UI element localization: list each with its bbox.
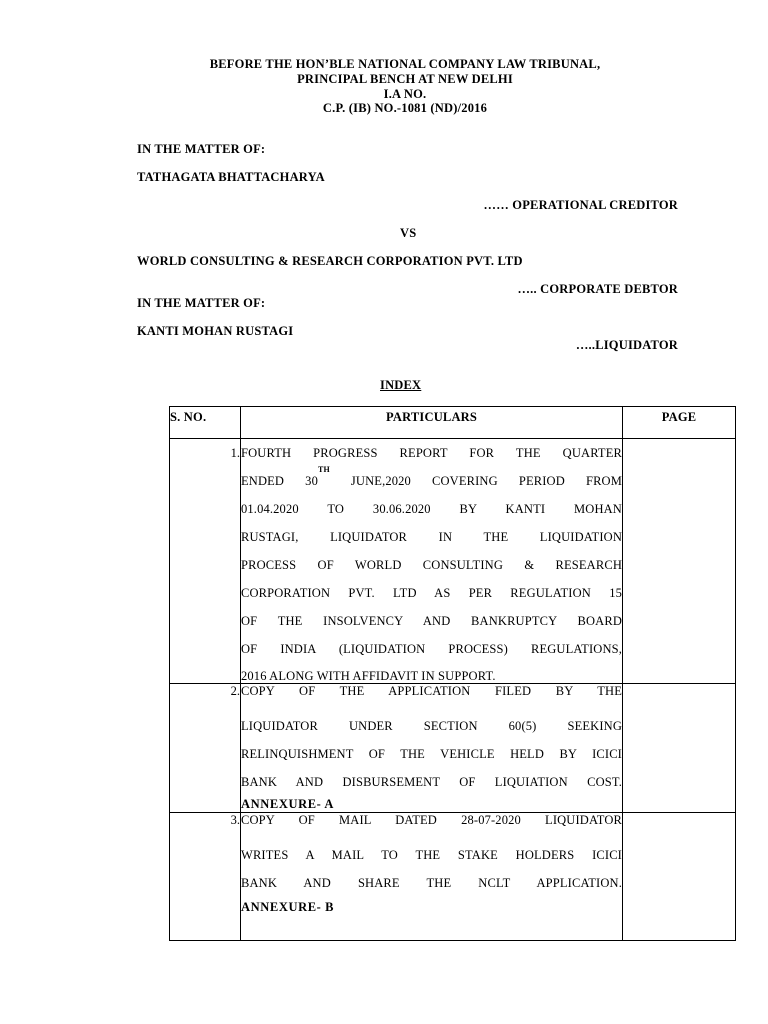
liquidator-name: KANTI MOHAN RUSTAGI: [137, 324, 294, 338]
case-number: C.P. (IB) NO.-1081 (ND)/2016: [322, 101, 488, 115]
application-number: I.A NO.: [383, 87, 427, 101]
row-particulars: [241, 813, 623, 941]
particulars-text: ENDED 30: [241, 474, 318, 488]
row-serial-number: 3.: [170, 813, 241, 941]
particulars-line: 01.04.2020 TO 30.06.2020 BY KANTI MOHAN: [241, 502, 622, 516]
row-particulars: [241, 684, 623, 813]
table-row: [170, 439, 736, 684]
applicant-name: TATHAGATA BHATTACHARYA: [137, 170, 325, 184]
particulars-line: PROCESS OF WORLD CONSULTING & RESEARCH: [241, 558, 622, 572]
row-particulars: [241, 439, 623, 684]
respondent-name: WORLD CONSULTING & RESEARCH CORPORATION PVT. LTD: [137, 254, 523, 268]
respondent-role: ….. CORPORATE DEBTOR: [517, 282, 678, 296]
column-header-sno: S. NO.: [170, 407, 241, 439]
annexure-label: ANNEXURE- A: [241, 797, 335, 811]
applicant-role: …… OPERATIONAL CREDITOR: [483, 198, 678, 212]
row-serial-number: 2.: [170, 684, 241, 813]
court-heading-line1: BEFORE THE HON’BLE NATIONAL COMPANY LAW TRIBUNAL,: [209, 57, 601, 71]
particulars-line: LIQUIDATOR UNDER SECTION 60(5) SEEKING: [241, 719, 622, 733]
particulars-line: BANK AND SHARE THE NCLT APPLICATION.: [241, 876, 622, 890]
column-header-page: PAGE: [623, 407, 736, 439]
particulars-line: BANK AND DISBURSEMENT OF LIQUIATION COST.: [241, 775, 622, 789]
superscript-th: TH: [317, 465, 330, 474]
row-page: [623, 439, 736, 684]
matter-label-2: IN THE MATTER OF:: [137, 296, 266, 310]
table-row: [170, 813, 736, 941]
row-page: [623, 684, 736, 813]
versus-label: VS: [400, 226, 417, 240]
annexure-label: ANNEXURE- B: [241, 900, 335, 914]
particulars-line: [241, 467, 622, 495]
table-row: [170, 684, 736, 813]
row-page: [623, 813, 736, 941]
particulars-line: RELINQUISHMENT OF THE VEHICLE HELD BY ICICI: [241, 747, 622, 761]
particulars-line: WRITES A MAIL TO THE STAKE HOLDERS ICICI: [241, 848, 622, 862]
liquidator-role: …..LIQUIDATOR: [575, 338, 678, 352]
index-header-row: [170, 407, 736, 439]
particulars-line: COPY OF MAIL DATED 28-07-2020 LIQUIDATOR: [241, 813, 622, 827]
row-serial-number: 1.: [170, 439, 241, 684]
particulars-line: OF INDIA (LIQUIDATION PROCESS) REGULATIONS,: [241, 642, 622, 656]
particulars-text: JUNE,2020 COVERING PERIOD FROM: [329, 474, 623, 488]
column-header-particulars: PARTICULARS: [241, 407, 623, 439]
index-table: [169, 406, 736, 941]
particulars-line: OF THE INSOLVENCY AND BANKRUPTCY BOARD: [241, 614, 622, 628]
particulars-line: RUSTAGI, LIQUIDATOR IN THE LIQUIDATION: [241, 530, 622, 544]
particulars-line: COPY OF THE APPLICATION FILED BY THE: [241, 684, 622, 698]
particulars-line: FOURTH PROGRESS REPORT FOR THE QUARTER: [241, 446, 622, 460]
index-title: INDEX: [380, 378, 422, 392]
matter-label-1: IN THE MATTER OF:: [137, 142, 266, 156]
particulars-line: CORPORATION PVT. LTD AS PER REGULATION 15: [241, 586, 622, 600]
court-heading-line2: PRINCIPAL BENCH AT NEW DELHI: [297, 72, 513, 86]
particulars-line: 2016 ALONG WITH AFFIDAVIT IN SUPPORT.: [241, 669, 496, 683]
